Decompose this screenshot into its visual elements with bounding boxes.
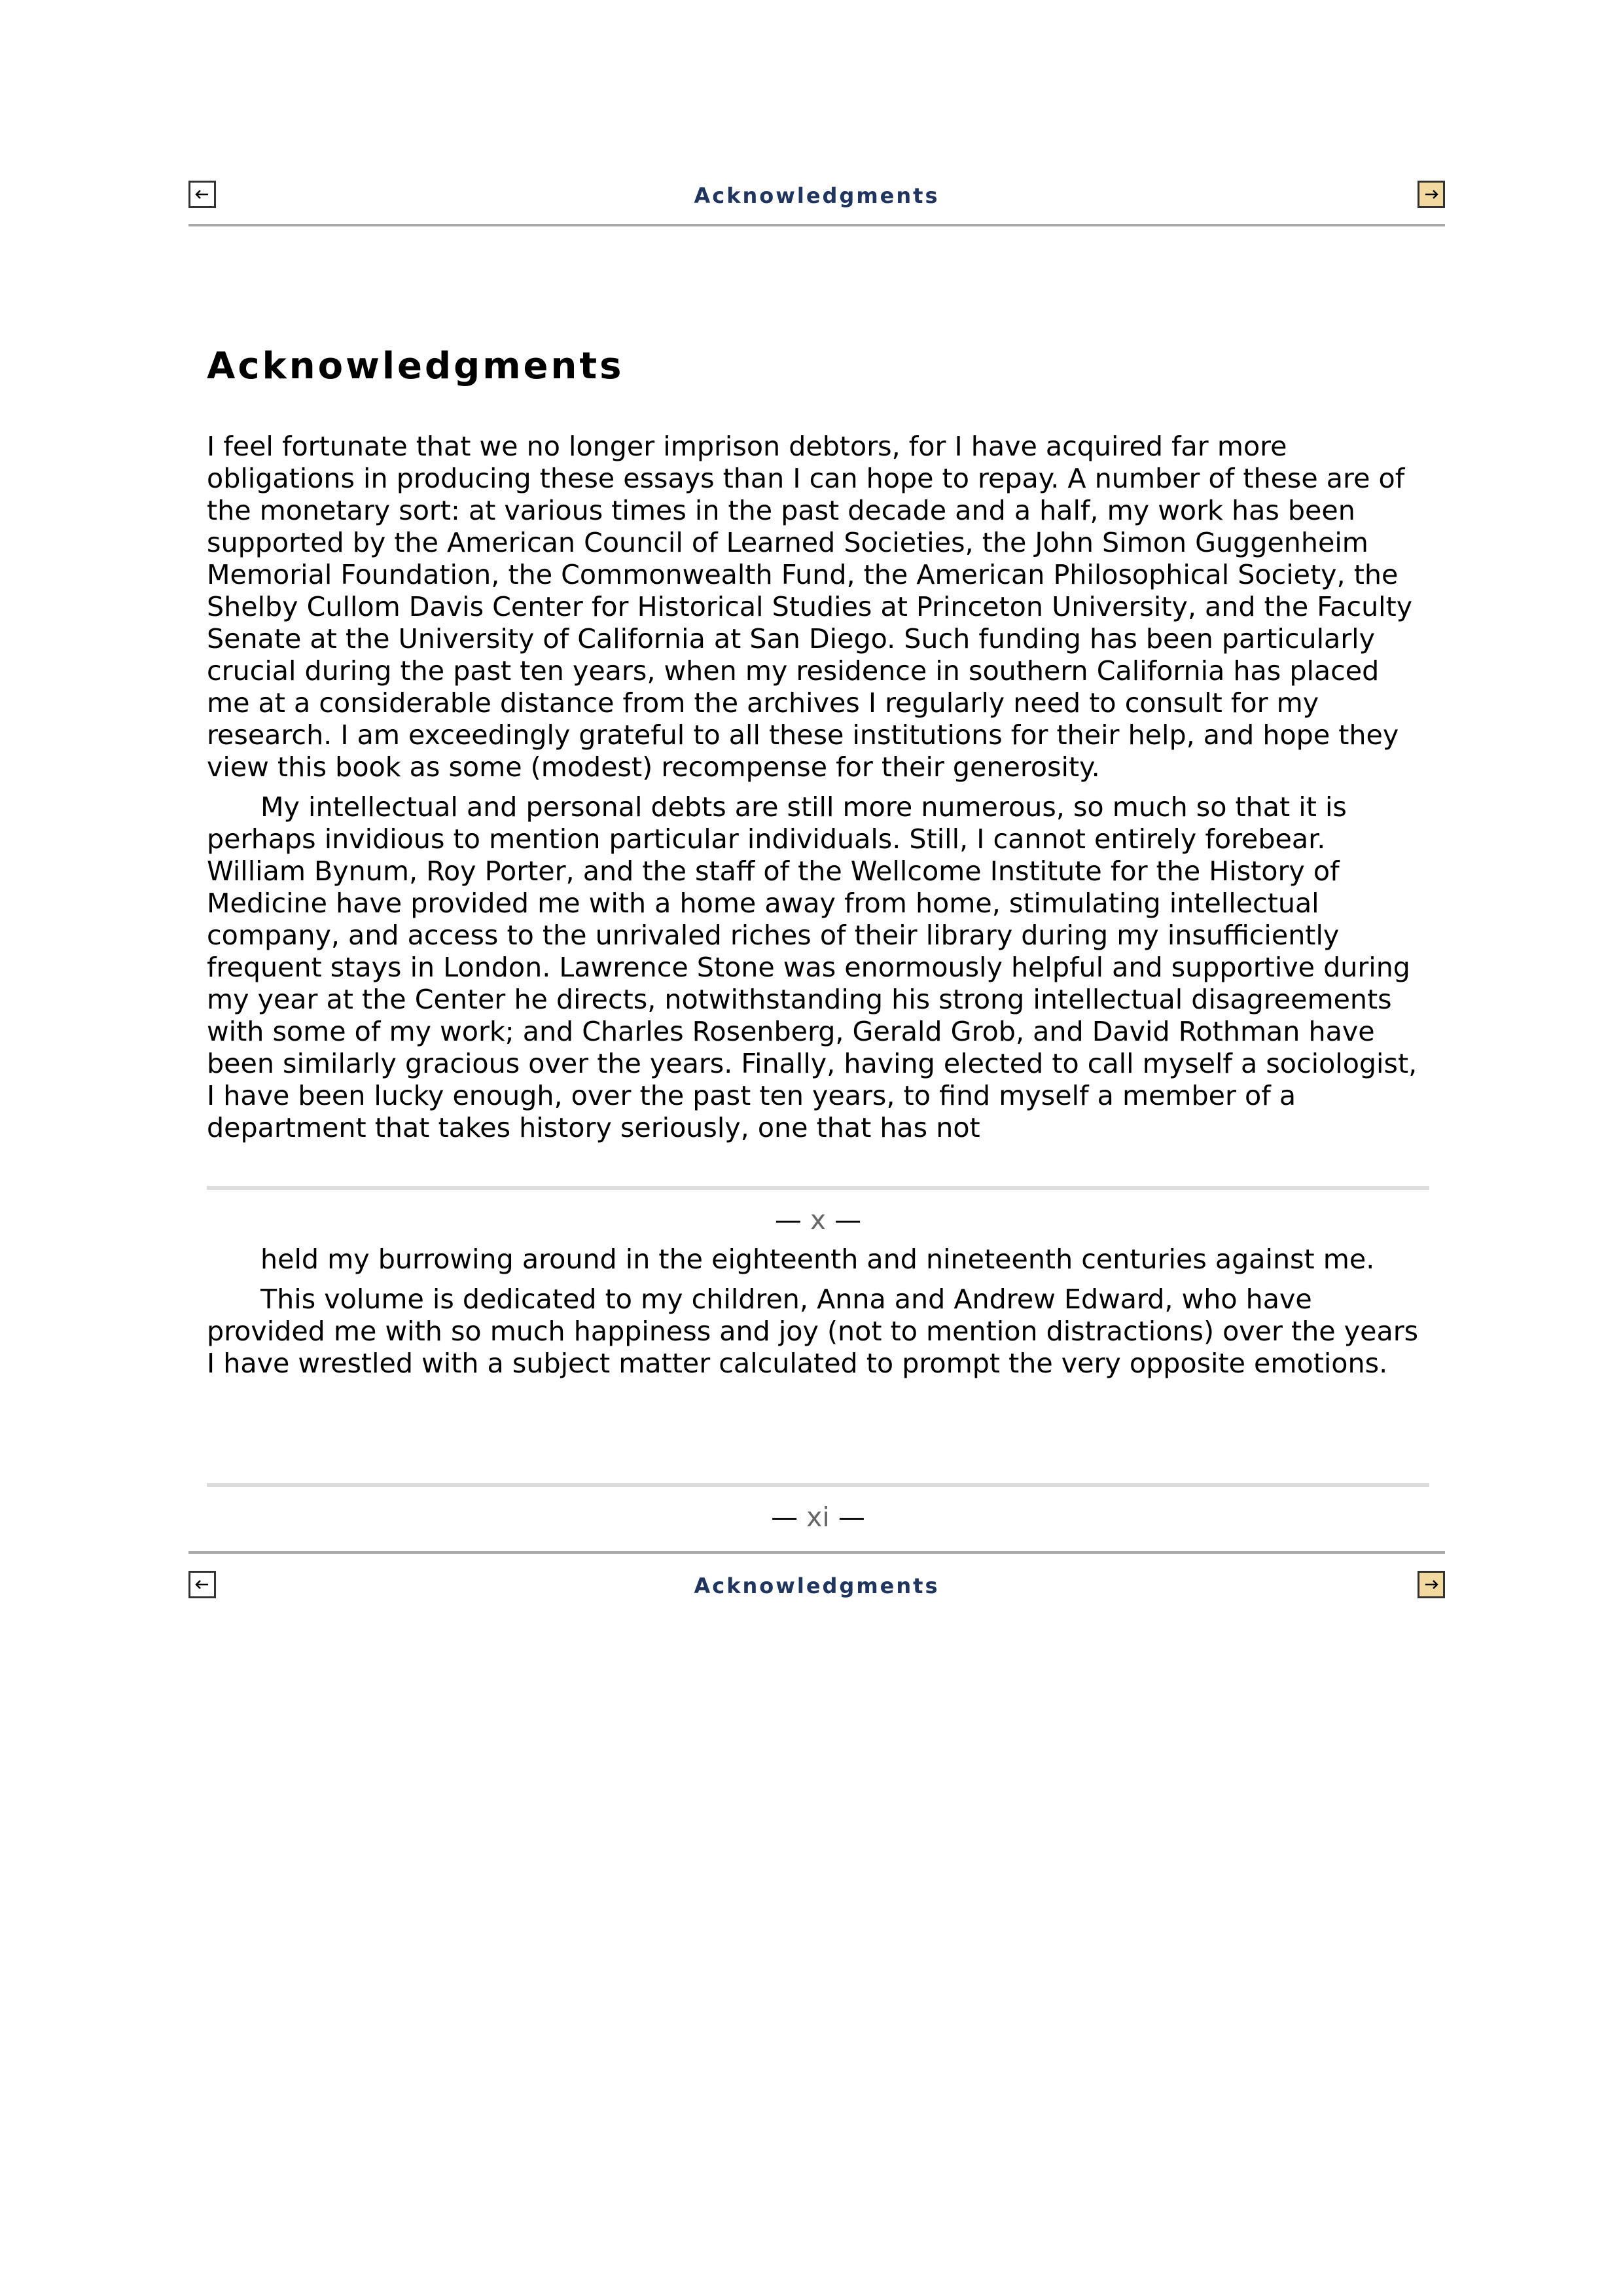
nav-title: Acknowledgments: [694, 1573, 940, 1598]
arrow-right-icon: [1422, 185, 1440, 204]
page-number: [207, 1501, 1429, 1533]
page-number: [207, 1204, 1429, 1236]
paragraph: My intellectual and personal debts are still more numerous, so much so that it is perhaps invidious to mention particular individuals. Still, I cannot entirely forebear. William Bynum, Roy Porter, and the staff of the Wellcome Institute for the History of Medicine have provided me with a home away from home, stimulating intellectual company, and access to the unrivaled riches of their library during my insufficiently frequent stays in London. Lawrence Stone was enormously helpful and supportive during my year at the Center he directs, notwithstanding his strong intellectual disagreements with some of my work; and Charles Rosenberg, Gerald Grob, and David Rothman have been similarly gracious over the years. Finally, having elected to call myself a sociologist, I have been lucky enough, over the past ten years, to find myself a member of a department that takes history seriously, one that has not: [207, 791, 1418, 1143]
paragraph: This volume is dedicated to my children, Anna and Andrew Edward, who have provided me with so much happiness and joy (not to mention distractions) over the years I have wrestled with a subject matter calculated to prompt the very opposite emotions.: [207, 1283, 1419, 1379]
nav-title: Acknowledgments: [694, 183, 940, 208]
page-number-dash: —: [838, 1501, 865, 1533]
top-nav-divider: [188, 224, 1445, 226]
page-number-value: x: [810, 1204, 827, 1236]
page-break-divider: [207, 1483, 1429, 1487]
page-break-divider: [207, 1186, 1429, 1190]
page-number-dash: —: [771, 1501, 798, 1533]
document-body: [207, 340, 1429, 1533]
paragraph: I feel fortunate that we no longer imprison debtors, for I have acquired far more obligations in producing these essays than I can hope to repay. A number of these are of the monetary sort: at various times in the past decade and a half, my work has been supported by the American Council of Learned Societies, the John Simon Guggenheim Memorial Foundation, the Commonwealth Fund, the American Philosophical Society, the Shelby Cullom Davis Center for Historical Studies at Princeton University, and the Faculty Senate at the University of California at San Diego. Such funding has been particularly crucial during the past ten years, when my residence in southern California has placed me at a considerable distance from the archives I regularly need to consult for my research. I am exceedingly grateful to all these institutions for their help, and hope they view this book as some (modest) recompense for their generosity.: [207, 431, 1413, 783]
next-page-button[interactable]: [1418, 181, 1445, 208]
bottom-nav-bar: [188, 1568, 1445, 1602]
arrow-right-icon: [1422, 1575, 1440, 1594]
chapter-title: Acknowledgments: [207, 345, 624, 387]
bottom-nav-divider: [188, 1551, 1445, 1554]
next-page-button[interactable]: [1418, 1571, 1445, 1598]
page-number-dash: —: [834, 1204, 862, 1236]
page-number-dash: —: [774, 1204, 802, 1236]
top-nav-bar: [188, 178, 1445, 212]
paragraph: held my burrowing around in the eighteenth and nineteenth centuries against me.: [260, 1244, 1375, 1275]
page-number-value: xi: [806, 1501, 830, 1533]
